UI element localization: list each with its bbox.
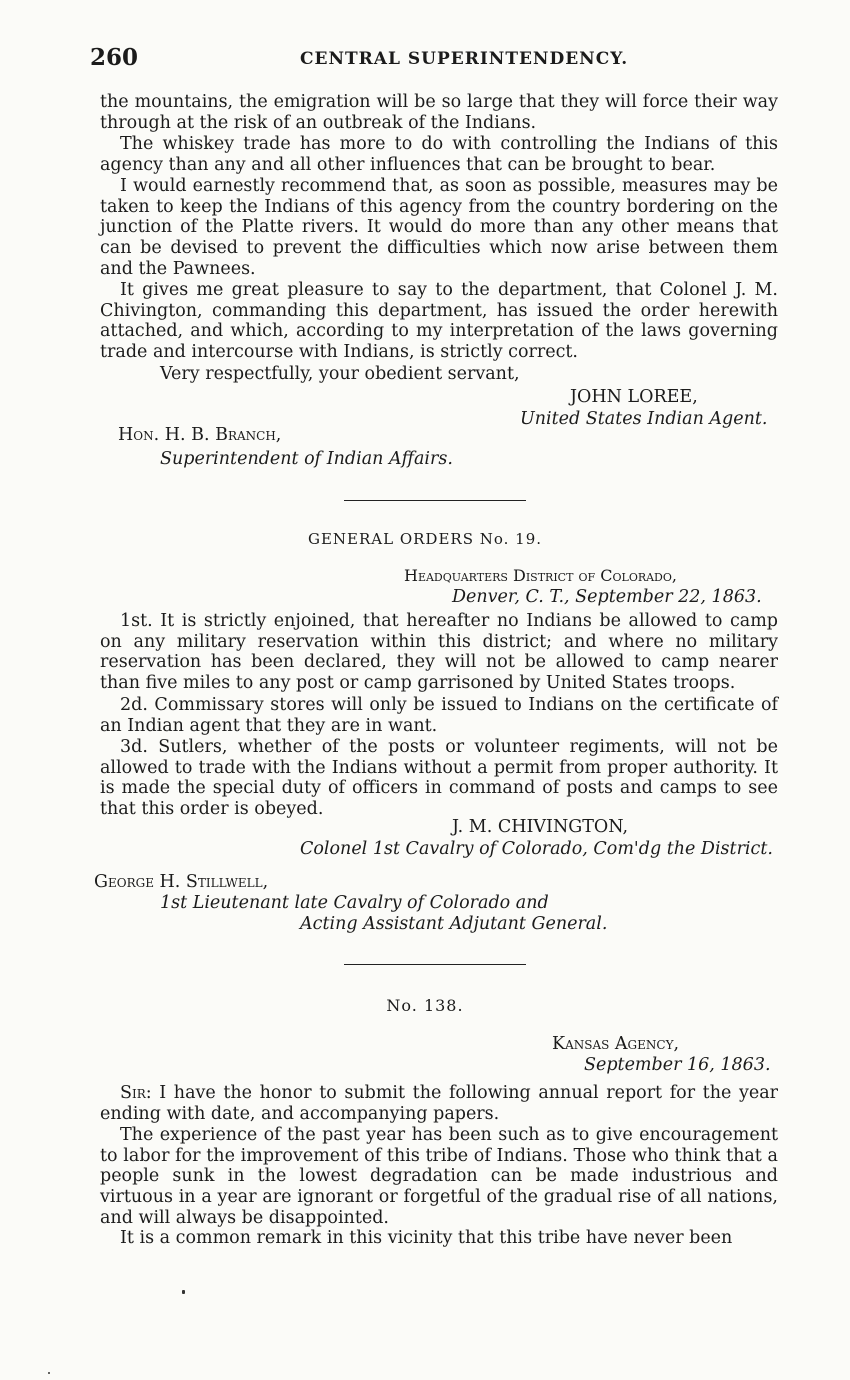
report-paragraph-3: It is a common remark in this vicinity that this tribe have never been <box>120 1228 733 1248</box>
orders-item-3: 3d. Sutlers, whether of the posts or volunteer regiments, will not be allowed to trade with the Indians without a permit from proper authority. It is made the special duty of officers in command of posts and camps to see that this order is obeyed. <box>100 737 778 820</box>
orders-title: GENERAL ORDERS No. 19. <box>307 530 543 548</box>
orders-item-2: 2d. Commissary stores will only be issued to Indians on the certificate of an Indian agent that they are in want. <box>100 695 778 736</box>
letter-paragraph-4: It gives me great pleasure to say to the department, that Colonel J. M. Chivington, commanding this department, has issued the order herewith attached, and which, according to my interpretation of the laws governing trade and intercourse with Indians, is strictly correct. <box>100 280 778 363</box>
addressee-title: Superintendent of Indian Affairs. <box>160 449 453 469</box>
letter-signer-title: United States Indian Agent. <box>520 409 768 429</box>
orders-headquarters: Headquarters District of Colorado, <box>404 566 677 585</box>
page-header <box>90 44 790 74</box>
report-paragraph-1 <box>100 1083 778 1124</box>
ink-speck <box>182 1290 185 1294</box>
orders-place-date: Denver, C. T., September 22, 1863. <box>452 587 762 607</box>
letter-paragraph-2: The whiskey trade has more to do with controlling the Indians of this agency than any and all other influences that can be brought to bear. <box>100 134 778 175</box>
orders-signer-title: Colonel 1st Cavalry of Colorado, Com'dg the District. <box>300 839 773 859</box>
section-divider-2 <box>344 964 526 965</box>
report-paragraph-2: The experience of the past year has been such as to give encouragement to labor for the improvement of this tribe of Indians. Those who think that a people sunk in the lowest degradation can be made industrious and virtuous in a year are ignorant or forgetful of the gradual rise of all nations, and will always be disappointed. <box>100 1125 778 1228</box>
attest-title-line-2: Acting Assistant Adjutant General. <box>300 914 608 934</box>
letter-closing: Very respectfully, your obedient servant, <box>160 364 520 384</box>
page-number: 260 <box>90 44 139 71</box>
report-number: No. 138. <box>386 996 464 1015</box>
ink-speck <box>48 1372 50 1374</box>
report-date: September 16, 1863. <box>584 1055 771 1075</box>
attest-name: George H. Stillwell, <box>94 872 269 892</box>
orders-item-1: 1st. It is strictly enjoined, that hereafter no Indians be allowed to camp on any military reservation within this district; and where no military reservation has been declared, they will not be allowed to camp nearer than five miles to any post or camp garrisoned by United States troops. <box>100 611 778 694</box>
running-head: CENTRAL SUPERINTENDENCY. <box>300 49 629 69</box>
attest-title-line-1: 1st Lieutenant late Cavalry of Colorado and <box>160 893 549 913</box>
report-paragraph-1-text: I have the honor to submit the following annual report for the year ending with date, and accompanying papers. <box>100 1083 778 1124</box>
letter-paragraph-3: I would earnestly recommend that, as soon as possible, measures may be taken to keep the Indians of this agency from the country bordering on the junction of the Platte rivers. It would do more than any other means that can be devised to prevent the difficulties which now arise between them and the Pawnees. <box>100 176 778 279</box>
orders-signer-name: J. M. CHIVINGTON, <box>452 817 629 837</box>
letter-paragraph-1: the mountains, the emigration will be so large that they will force their way through at the risk of an outbreak of the Indians. <box>100 92 778 133</box>
report-salutation: Sir: <box>120 1083 152 1103</box>
letter-signer-name: JOHN LOREE, <box>570 387 698 407</box>
report-agency: Kansas Agency, <box>552 1034 680 1054</box>
section-divider <box>344 500 526 501</box>
addressee-name: Hon. H. B. Branch, <box>118 425 282 445</box>
